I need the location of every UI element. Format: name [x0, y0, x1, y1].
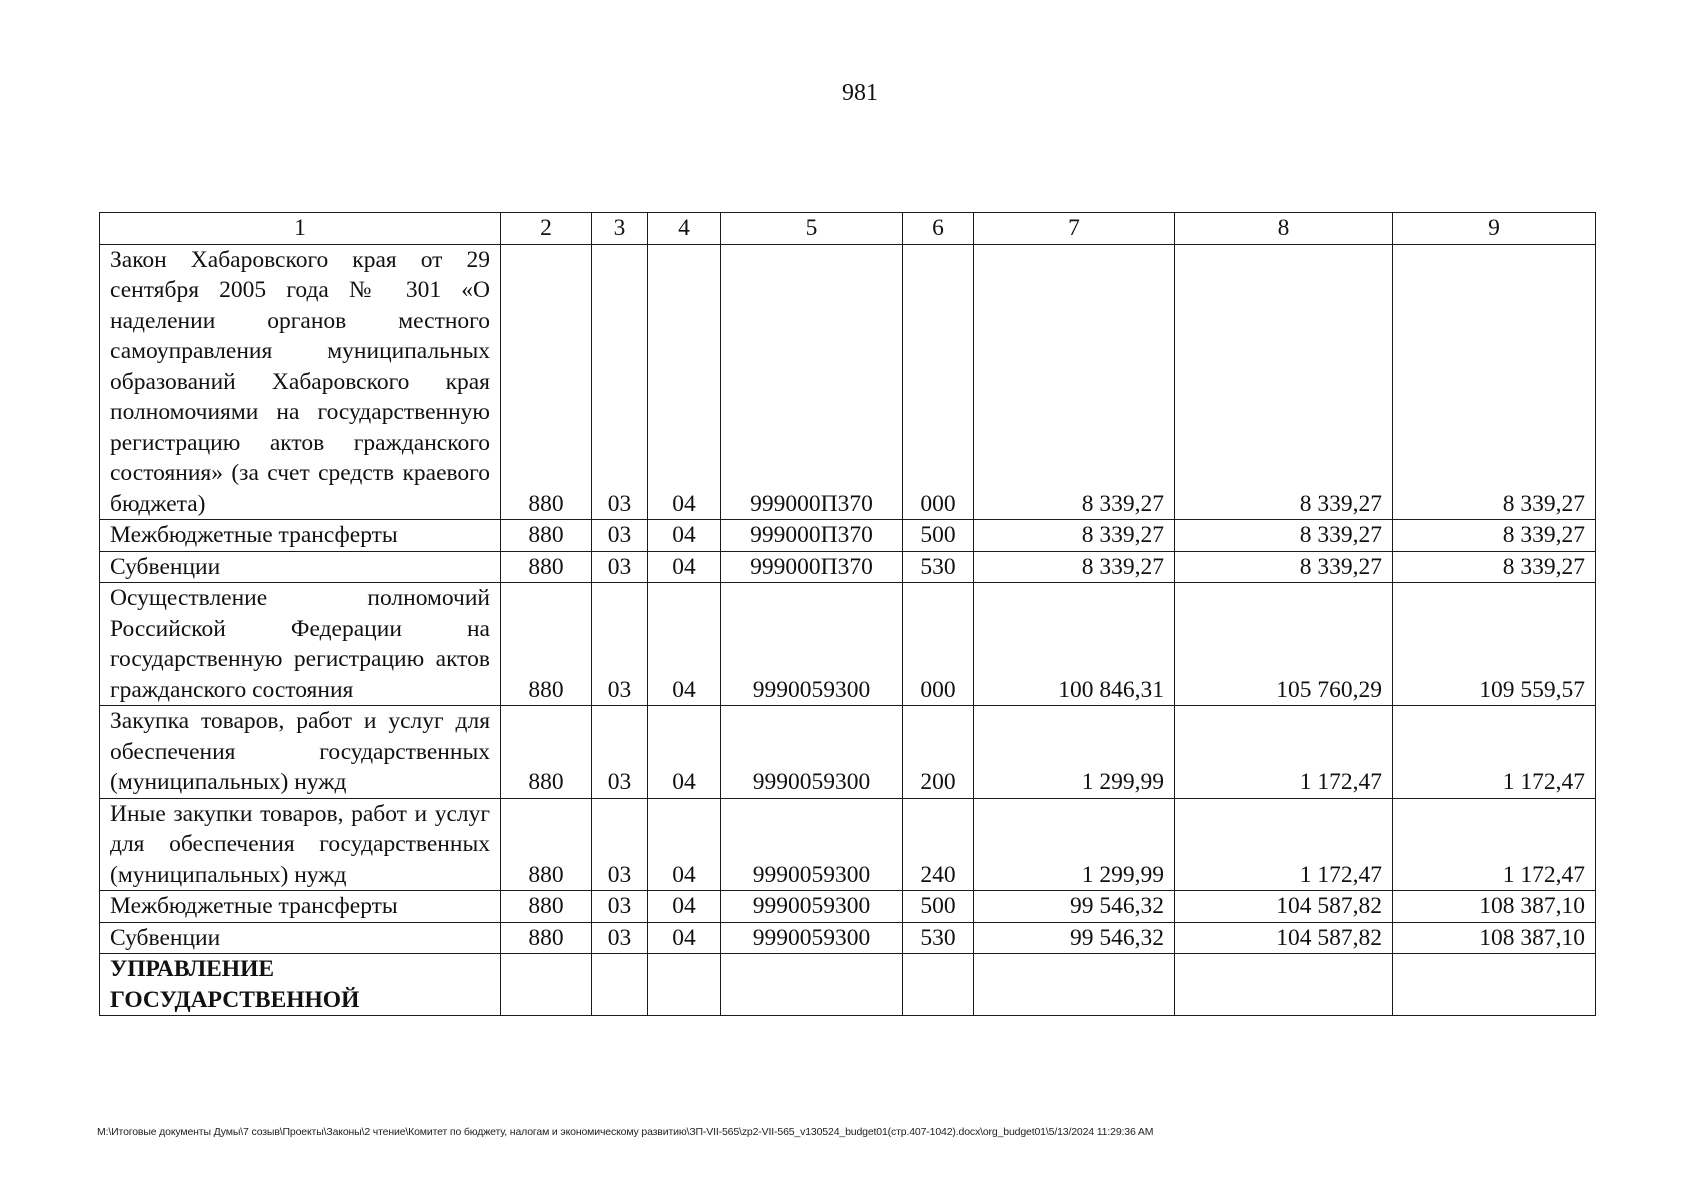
- table-row: [100, 706, 1596, 799]
- target-article-cell: 999000П370: [721, 551, 903, 583]
- subsection-code-cell: 04: [648, 244, 721, 520]
- column-number-cell: 1: [100, 213, 501, 245]
- row-name-cell: УПРАВЛЕНИЕ ГОСУДАРСТВЕННОЙ: [100, 954, 501, 1016]
- section-code-cell: 03: [592, 706, 648, 799]
- amount-year3-cell: 1 172,47: [1393, 706, 1596, 799]
- page-number: 981: [842, 80, 878, 106]
- expense-type-cell: 200: [903, 706, 974, 799]
- amount-year2-cell: [1175, 954, 1393, 1016]
- admin-code-cell: 880: [501, 551, 592, 583]
- target-article-cell: 999000П370: [721, 244, 903, 520]
- file-path-footer: M:\Итоговые документы Думы\7 созыв\Проекты\Законы\2 чтение\Комитет по бюджету, налогам и экономическому развитию\ЗП-VII-565\zp2-VII-565_v130524_budget01(стр.407-1042).docx\org_budget01\5/13/2024 11:29:36 AM: [97, 1126, 1154, 1138]
- amount-year1-cell: 100 846,31: [974, 583, 1175, 706]
- amount-year2-cell: 104 587,82: [1175, 922, 1393, 954]
- column-number-cell: 3: [592, 213, 648, 245]
- table-row: [100, 583, 1596, 706]
- table-row: [100, 891, 1596, 923]
- amount-year3-cell: 1 172,47: [1393, 798, 1596, 891]
- amount-year3-cell: 108 387,10: [1393, 922, 1596, 954]
- amount-year1-cell: [974, 954, 1175, 1016]
- section-code-cell: 03: [592, 922, 648, 954]
- expense-type-cell: [903, 954, 974, 1016]
- column-number-cell: 2: [501, 213, 592, 245]
- row-name-cell: Иные закупки товаров, работ и услуг для обеспечения государственных (муниципальных) нужд: [100, 798, 501, 891]
- admin-code-cell: 880: [501, 891, 592, 923]
- row-name-cell: Осуществление полномочий Российской Федерации на государственную регистрацию актов гражданского состояния: [100, 583, 501, 706]
- column-number-cell: 9: [1393, 213, 1596, 245]
- target-article-cell: 9990059300: [721, 706, 903, 799]
- target-article-cell: 9990059300: [721, 922, 903, 954]
- admin-code-cell: 880: [501, 706, 592, 799]
- table-body: [100, 213, 1596, 1016]
- amount-year2-cell: 8 339,27: [1175, 551, 1393, 583]
- amount-year1-cell: 8 339,27: [974, 551, 1175, 583]
- admin-code-cell: 880: [501, 520, 592, 552]
- table-row: [100, 551, 1596, 583]
- target-article-cell: 9990059300: [721, 798, 903, 891]
- amount-year3-cell: 108 387,10: [1393, 891, 1596, 923]
- table-row: [100, 244, 1596, 520]
- amount-year1-cell: 1 299,99: [974, 798, 1175, 891]
- table-row: [100, 922, 1596, 954]
- section-code-cell: 03: [592, 583, 648, 706]
- row-name-cell: Закупка товаров, работ и услуг для обеспечения государственных (муниципальных) нужд: [100, 706, 501, 799]
- target-article-cell: 9990059300: [721, 583, 903, 706]
- amount-year3-cell: 8 339,27: [1393, 551, 1596, 583]
- section-code-cell: 03: [592, 520, 648, 552]
- expense-type-cell: 500: [903, 520, 974, 552]
- subsection-code-cell: 04: [648, 922, 721, 954]
- amount-year3-cell: 109 559,57: [1393, 583, 1596, 706]
- amount-year2-cell: 1 172,47: [1175, 798, 1393, 891]
- amount-year1-cell: 99 546,32: [974, 891, 1175, 923]
- amount-year1-cell: 99 546,32: [974, 922, 1175, 954]
- amount-year2-cell: 1 172,47: [1175, 706, 1393, 799]
- table-row: [100, 954, 1596, 1016]
- table-row: [100, 798, 1596, 891]
- table-row: [100, 520, 1596, 552]
- row-name-cell: Закон Хабаровского края от 29 сентября 2005 года № 301 «О наделении органов местного самоуправления муниципальных образований Хабаровского края полномочиями на государственную регистрацию актов гражданского состояния» (за счет средств краевого бюджета): [100, 244, 501, 520]
- budget-table: [99, 212, 1596, 1016]
- section-code-cell: 03: [592, 891, 648, 923]
- amount-year2-cell: 8 339,27: [1175, 244, 1393, 520]
- target-article-cell: [721, 954, 903, 1016]
- amount-year3-cell: [1393, 954, 1596, 1016]
- expense-type-cell: 500: [903, 891, 974, 923]
- expense-type-cell: 530: [903, 922, 974, 954]
- expense-type-cell: 000: [903, 244, 974, 520]
- section-code-cell: 03: [592, 551, 648, 583]
- amount-year1-cell: 8 339,27: [974, 244, 1175, 520]
- admin-code-cell: 880: [501, 922, 592, 954]
- section-code-cell: 03: [592, 798, 648, 891]
- expense-type-cell: 000: [903, 583, 974, 706]
- subsection-code-cell: 04: [648, 583, 721, 706]
- amount-year3-cell: 8 339,27: [1393, 520, 1596, 552]
- column-number-cell: 8: [1175, 213, 1393, 245]
- amount-year3-cell: 8 339,27: [1393, 244, 1596, 520]
- amount-year1-cell: 8 339,27: [974, 520, 1175, 552]
- subsection-code-cell: [648, 954, 721, 1016]
- row-name-cell: Межбюджетные трансферты: [100, 891, 501, 923]
- subsection-code-cell: 04: [648, 520, 721, 552]
- expense-type-cell: 530: [903, 551, 974, 583]
- subsection-code-cell: 04: [648, 891, 721, 923]
- row-name-cell: Субвенции: [100, 551, 501, 583]
- admin-code-cell: 880: [501, 244, 592, 520]
- amount-year2-cell: 8 339,27: [1175, 520, 1393, 552]
- target-article-cell: 999000П370: [721, 520, 903, 552]
- admin-code-cell: 880: [501, 798, 592, 891]
- amount-year1-cell: 1 299,99: [974, 706, 1175, 799]
- amount-year2-cell: 105 760,29: [1175, 583, 1393, 706]
- subsection-code-cell: 04: [648, 551, 721, 583]
- column-number-cell: 7: [974, 213, 1175, 245]
- column-number-cell: 4: [648, 213, 721, 245]
- subsection-code-cell: 04: [648, 706, 721, 799]
- section-code-cell: 03: [592, 244, 648, 520]
- column-number-row: [100, 213, 1596, 245]
- admin-code-cell: [501, 954, 592, 1016]
- amount-year2-cell: 104 587,82: [1175, 891, 1393, 923]
- expense-type-cell: 240: [903, 798, 974, 891]
- column-number-cell: 5: [721, 213, 903, 245]
- target-article-cell: 9990059300: [721, 891, 903, 923]
- section-code-cell: [592, 954, 648, 1016]
- row-name-cell: Субвенции: [100, 922, 501, 954]
- row-name-cell: Межбюджетные трансферты: [100, 520, 501, 552]
- subsection-code-cell: 04: [648, 798, 721, 891]
- column-number-cell: 6: [903, 213, 974, 245]
- admin-code-cell: 880: [501, 583, 592, 706]
